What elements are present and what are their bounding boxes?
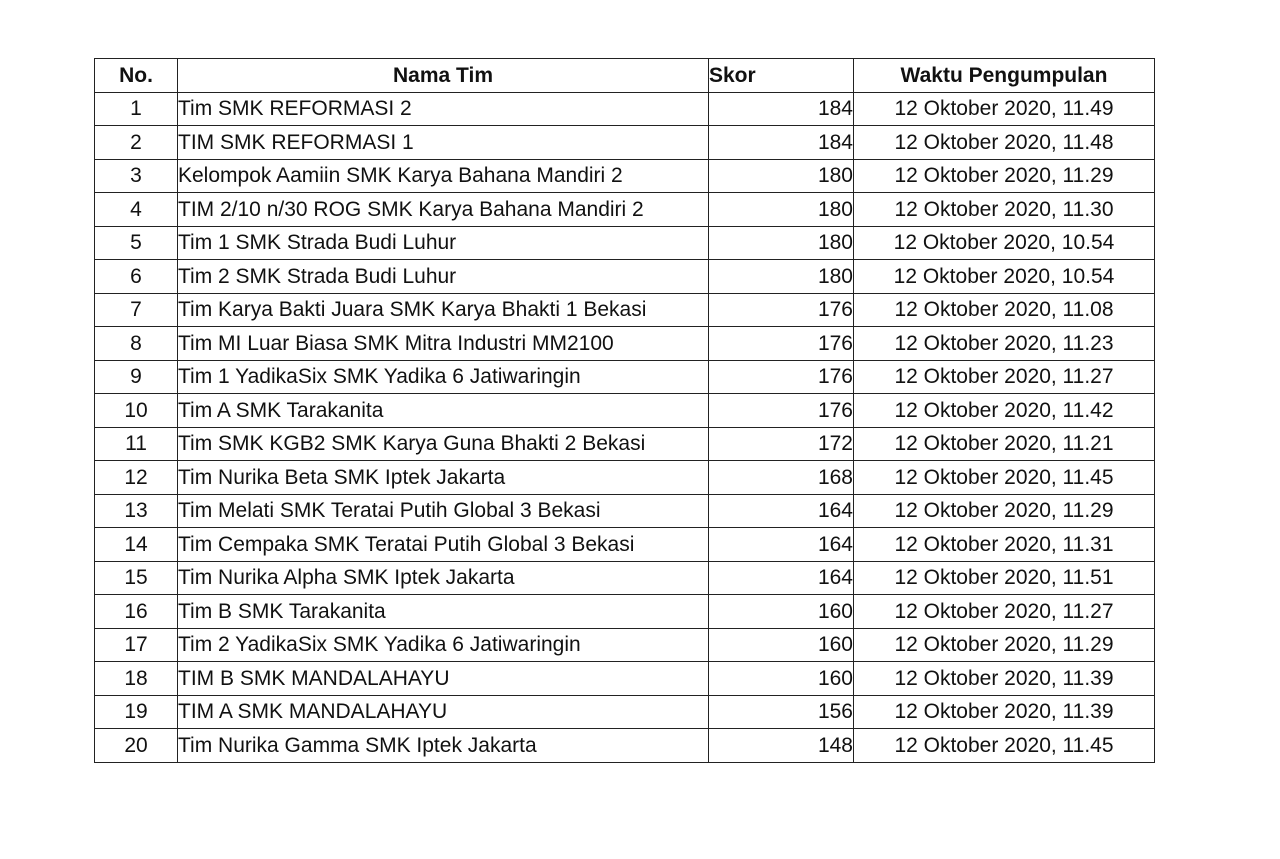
cell-no: 9 [95, 360, 178, 394]
cell-no: 10 [95, 394, 178, 428]
cell-score: 160 [709, 662, 854, 696]
cell-score: 184 [709, 92, 854, 126]
cell-team-name: Tim SMK KGB2 SMK Karya Guna Bhakti 2 Bekasi [178, 427, 709, 461]
cell-team-name: Tim SMK REFORMASI 2 [178, 92, 709, 126]
cell-no: 19 [95, 695, 178, 729]
cell-score: 160 [709, 595, 854, 629]
cell-submission-time: 12 Oktober 2020, 11.30 [854, 193, 1155, 227]
table-row [95, 126, 1155, 160]
cell-no: 18 [95, 662, 178, 696]
table-row [95, 293, 1155, 327]
table-row [95, 494, 1155, 528]
cell-score: 180 [709, 260, 854, 294]
cell-submission-time: 12 Oktober 2020, 11.45 [854, 729, 1155, 763]
cell-team-name: Tim Nurika Gamma SMK Iptek Jakarta [178, 729, 709, 763]
cell-team-name: TIM B SMK MANDALAHAYU [178, 662, 709, 696]
table-body [95, 92, 1155, 762]
cell-score: 180 [709, 193, 854, 227]
cell-submission-time: 12 Oktober 2020, 11.48 [854, 126, 1155, 160]
cell-team-name: Tim MI Luar Biasa SMK Mitra Industri MM2100 [178, 327, 709, 361]
cell-score: 168 [709, 461, 854, 495]
cell-no: 3 [95, 159, 178, 193]
cell-submission-time: 12 Oktober 2020, 11.27 [854, 360, 1155, 394]
header-team-name: Nama Tim [178, 59, 709, 93]
cell-submission-time: 12 Oktober 2020, 11.39 [854, 695, 1155, 729]
cell-submission-time: 12 Oktober 2020, 10.54 [854, 226, 1155, 260]
cell-no: 11 [95, 427, 178, 461]
cell-team-name: Tim 2 SMK Strada Budi Luhur [178, 260, 709, 294]
header-score: Skor [709, 59, 854, 93]
cell-score: 148 [709, 729, 854, 763]
cell-score: 180 [709, 159, 854, 193]
cell-team-name: Tim Melati SMK Teratai Putih Global 3 Bekasi [178, 494, 709, 528]
table-row [95, 159, 1155, 193]
cell-team-name: Tim 1 YadikaSix SMK Yadika 6 Jatiwaringin [178, 360, 709, 394]
cell-submission-time: 12 Oktober 2020, 11.42 [854, 394, 1155, 428]
cell-submission-time: 12 Oktober 2020, 11.29 [854, 159, 1155, 193]
results-table [94, 58, 1155, 763]
cell-no: 17 [95, 628, 178, 662]
cell-submission-time: 12 Oktober 2020, 11.23 [854, 327, 1155, 361]
cell-submission-time: 12 Oktober 2020, 11.29 [854, 494, 1155, 528]
table-row [95, 92, 1155, 126]
cell-team-name: Tim Nurika Alpha SMK Iptek Jakarta [178, 561, 709, 595]
cell-no: 8 [95, 327, 178, 361]
table-row [95, 193, 1155, 227]
table-header-row [95, 59, 1155, 93]
cell-submission-time: 12 Oktober 2020, 11.08 [854, 293, 1155, 327]
cell-no: 7 [95, 293, 178, 327]
cell-team-name: TIM SMK REFORMASI 1 [178, 126, 709, 160]
cell-no: 6 [95, 260, 178, 294]
cell-team-name: Tim 2 YadikaSix SMK Yadika 6 Jatiwaringin [178, 628, 709, 662]
cell-no: 20 [95, 729, 178, 763]
cell-no: 15 [95, 561, 178, 595]
cell-no: 16 [95, 595, 178, 629]
cell-team-name: Tim B SMK Tarakanita [178, 595, 709, 629]
cell-team-name: TIM A SMK MANDALAHAYU [178, 695, 709, 729]
table-row [95, 427, 1155, 461]
cell-score: 176 [709, 394, 854, 428]
cell-team-name: Kelompok Aamiin SMK Karya Bahana Mandiri 2 [178, 159, 709, 193]
cell-team-name: Tim Cempaka SMK Teratai Putih Global 3 Bekasi [178, 528, 709, 562]
table-row [95, 595, 1155, 629]
table-row [95, 327, 1155, 361]
cell-score: 160 [709, 628, 854, 662]
cell-team-name: Tim Karya Bakti Juara SMK Karya Bhakti 1 Bekasi [178, 293, 709, 327]
cell-submission-time: 12 Oktober 2020, 10.54 [854, 260, 1155, 294]
cell-submission-time: 12 Oktober 2020, 11.51 [854, 561, 1155, 595]
table-row [95, 461, 1155, 495]
cell-team-name: TIM 2/10 n/30 ROG SMK Karya Bahana Mandiri 2 [178, 193, 709, 227]
cell-no: 12 [95, 461, 178, 495]
cell-no: 1 [95, 92, 178, 126]
table-row [95, 729, 1155, 763]
cell-submission-time: 12 Oktober 2020, 11.45 [854, 461, 1155, 495]
table-row [95, 662, 1155, 696]
cell-no: 13 [95, 494, 178, 528]
header-no: No. [95, 59, 178, 93]
cell-score: 176 [709, 327, 854, 361]
cell-score: 156 [709, 695, 854, 729]
cell-submission-time: 12 Oktober 2020, 11.49 [854, 92, 1155, 126]
cell-score: 164 [709, 494, 854, 528]
cell-team-name: Tim Nurika Beta SMK Iptek Jakarta [178, 461, 709, 495]
cell-team-name: Tim 1 SMK Strada Budi Luhur [178, 226, 709, 260]
cell-submission-time: 12 Oktober 2020, 11.39 [854, 662, 1155, 696]
table-row [95, 260, 1155, 294]
cell-submission-time: 12 Oktober 2020, 11.31 [854, 528, 1155, 562]
cell-submission-time: 12 Oktober 2020, 11.29 [854, 628, 1155, 662]
header-submission-time: Waktu Pengumpulan [854, 59, 1155, 93]
cell-score: 164 [709, 528, 854, 562]
cell-score: 172 [709, 427, 854, 461]
cell-no: 5 [95, 226, 178, 260]
table-row [95, 561, 1155, 595]
cell-no: 2 [95, 126, 178, 160]
cell-score: 176 [709, 360, 854, 394]
cell-no: 4 [95, 193, 178, 227]
table-row [95, 394, 1155, 428]
cell-submission-time: 12 Oktober 2020, 11.21 [854, 427, 1155, 461]
cell-score: 176 [709, 293, 854, 327]
cell-score: 184 [709, 126, 854, 160]
cell-score: 164 [709, 561, 854, 595]
cell-team-name: Tim A SMK Tarakanita [178, 394, 709, 428]
table-row [95, 360, 1155, 394]
cell-no: 14 [95, 528, 178, 562]
table-row [95, 226, 1155, 260]
cell-score: 180 [709, 226, 854, 260]
table-row [95, 695, 1155, 729]
table-row [95, 528, 1155, 562]
table-row [95, 628, 1155, 662]
cell-submission-time: 12 Oktober 2020, 11.27 [854, 595, 1155, 629]
